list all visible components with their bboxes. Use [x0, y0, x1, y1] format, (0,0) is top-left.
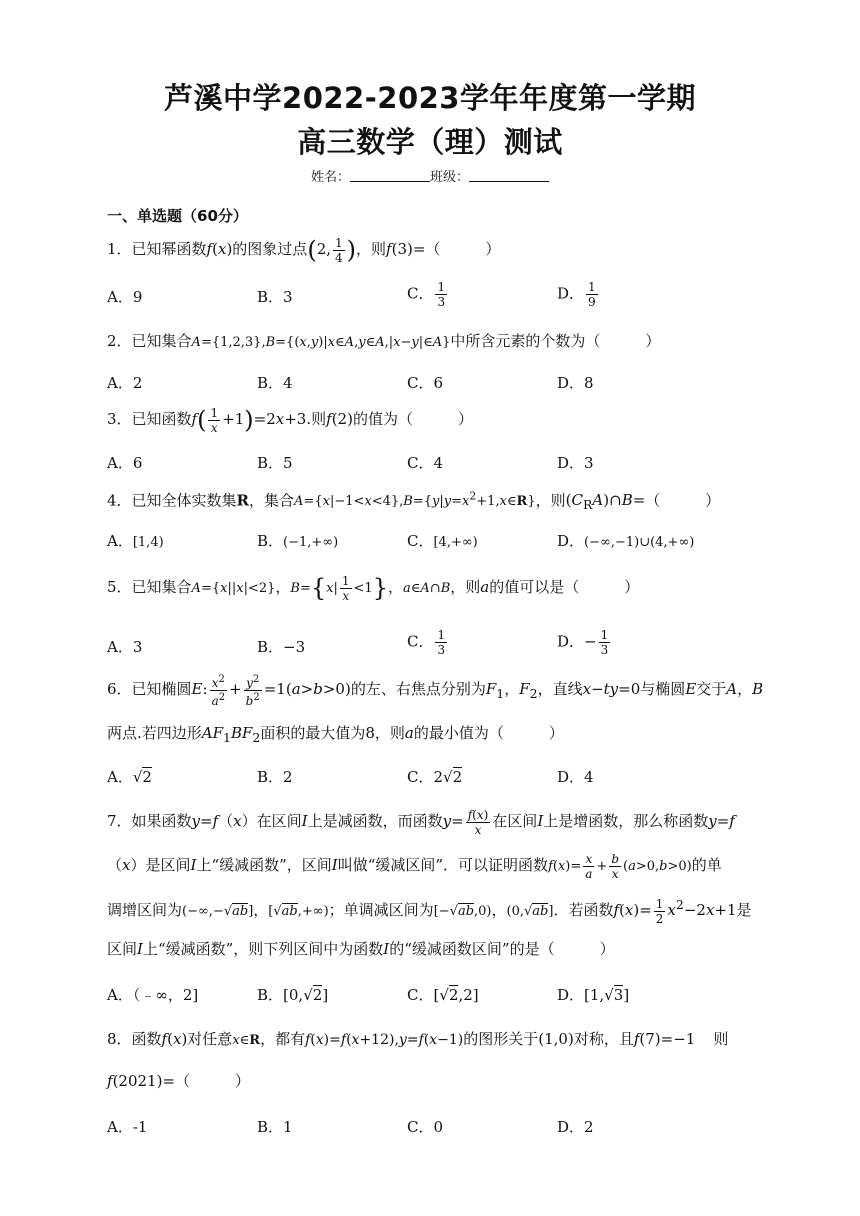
q5-option-d[interactable]: D．− $\frac{1}{3}$ — [557, 628, 609, 657]
question-4: 4．已知全体实数集R，集合$A=\{x|-1<x<4\},B=\{y|y=x^2+1,x\in R\}$，则$(C_RA)\cap B=$（ ） — [107, 490, 721, 513]
q2-option-c[interactable]: C．6 — [407, 374, 444, 392]
question-5: 5．已知集合A={x||x|<2}，B={x| $\frac{1}{x}$ <1}，a∈A∩B，则a的值可以是（ ） — [107, 573, 640, 603]
question-8-line2: f(2021)=（ ） — [107, 1072, 251, 1090]
q7-option-d[interactable]: D．[1,√3] — [557, 986, 630, 1004]
name-blank[interactable] — [350, 169, 430, 182]
q6-option-d[interactable]: D．4 — [557, 768, 594, 786]
q1-option-b[interactable]: B．3 — [257, 288, 293, 306]
question-1: 1．已知幂函数f(x)的图象过点(2, $\frac{1}{4}$ )，则f(3)=（ ） — [107, 235, 501, 265]
q2-option-b[interactable]: B．4 — [257, 374, 293, 392]
question-7-line3: 调增区间为(−∞,−√ab]，[√ab,+∞)；单调减区间为[−√ab,0)，(0,√ab]．若函数f(x)= $\frac{1}{2}$ $x^2-2x+1$是 — [107, 896, 752, 926]
q4-option-b[interactable]: B．(−1,+∞) — [257, 532, 339, 550]
q1-option-a[interactable]: A．9 — [107, 288, 143, 306]
q8-option-a[interactable]: A．-1 — [107, 1118, 148, 1136]
q7-option-c[interactable]: C．[√2,2] — [407, 986, 479, 1004]
class-blank[interactable] — [469, 169, 549, 182]
question-6-line2: 两点.若四边形$AF_1BF_2$面积的最大值为8，则a的最小值为（ ） — [107, 724, 564, 745]
q6-option-b[interactable]: B．2 — [257, 768, 293, 786]
question-8-line1: 8．函数f(x)对任意x∈R，都有f(x)=f(x+12),y=f(x−1)的图形关于(1,0)对称，且f(7)=−1 则 — [107, 1030, 729, 1048]
q3-option-d[interactable]: D．3 — [557, 454, 594, 472]
q4-option-d[interactable]: D．(−∞,−1)∪(4,+∞) — [557, 532, 695, 550]
question-6-line1: 6．已知椭圆E: $\frac{x^2}{a^2}$ + $\frac{y^2}{b^2}$ =1(a>b>0)的左、右焦点分别为$F_1$，$F_2$，直线x−ty=0与椭圆E交于A，B — [107, 673, 764, 708]
class-label: 班级： — [430, 170, 470, 185]
q3-option-b[interactable]: B．5 — [257, 454, 293, 472]
question-2: 2．已知集合A={1,2,3},B={(x,y)|x∈A,y∈A,|x−y|∈A}中所含元素的个数为（ ） — [107, 332, 661, 350]
q3-option-c[interactable]: C．4 — [407, 454, 444, 472]
exam-subtitle: 高三数学（理）测试 — [297, 125, 563, 159]
q2-option-d[interactable]: D．8 — [557, 374, 594, 392]
section-heading: 一、单选题（60分） — [107, 207, 248, 225]
q8-option-d[interactable]: D．2 — [557, 1118, 594, 1136]
q3-option-a[interactable]: A．6 — [107, 454, 143, 472]
q4-option-c[interactable]: C．[4,+∞) — [407, 532, 478, 550]
q5-option-c[interactable]: C． $\frac{1}{3}$ — [407, 628, 446, 657]
q6-option-a[interactable]: A．√2 — [107, 768, 152, 786]
question-7-line1: 7．如果函数y=f（x）在区间I上是减函数，而函数y= $\frac{f(x)}{x}$ 在区间I上是增函数，那么称函数y=f — [107, 807, 735, 837]
q7-option-b[interactable]: B．[0,√2] — [257, 986, 329, 1004]
question-7-line4: 区间I上“缓减函数”，则下列区间中为函数I的“缓减函数区间”的是（ ） — [107, 940, 615, 958]
q6-option-c[interactable]: C．2√2 — [407, 768, 463, 786]
q5-option-a[interactable]: A．3 — [107, 638, 143, 656]
question-3: 3．已知函数f( $\frac{1}{x}$ +1)=2x+3.则f(2)的值为（ ） — [107, 405, 473, 435]
q4-option-a[interactable]: A．[1,4) — [107, 532, 164, 550]
q1-option-d[interactable]: D． $\frac{1}{9}$ — [557, 280, 596, 309]
exam-title: 芦溪中学2022-2023学年年度第一学期 — [164, 81, 696, 115]
q7-option-a[interactable]: A．（﹣∞，2] — [107, 986, 199, 1004]
name-label: 姓名： — [310, 170, 350, 185]
student-info-line — [0, 166, 860, 185]
q8-option-b[interactable]: B．1 — [257, 1118, 293, 1136]
q1-option-c[interactable]: C． $\frac{1}{3}$ — [407, 280, 446, 309]
q2-option-a[interactable]: A．2 — [107, 374, 143, 392]
question-7-line2: （x）是区间I上“缓减函数”，区间I叫做“缓减区间”．可以证明函数f(x)= $\frac{x}{a}$ + $\frac{b}{x}$ (a>0,b>0)的单 — [107, 851, 722, 881]
q8-option-c[interactable]: C．0 — [407, 1118, 444, 1136]
q5-option-b[interactable]: B．−3 — [257, 638, 306, 656]
